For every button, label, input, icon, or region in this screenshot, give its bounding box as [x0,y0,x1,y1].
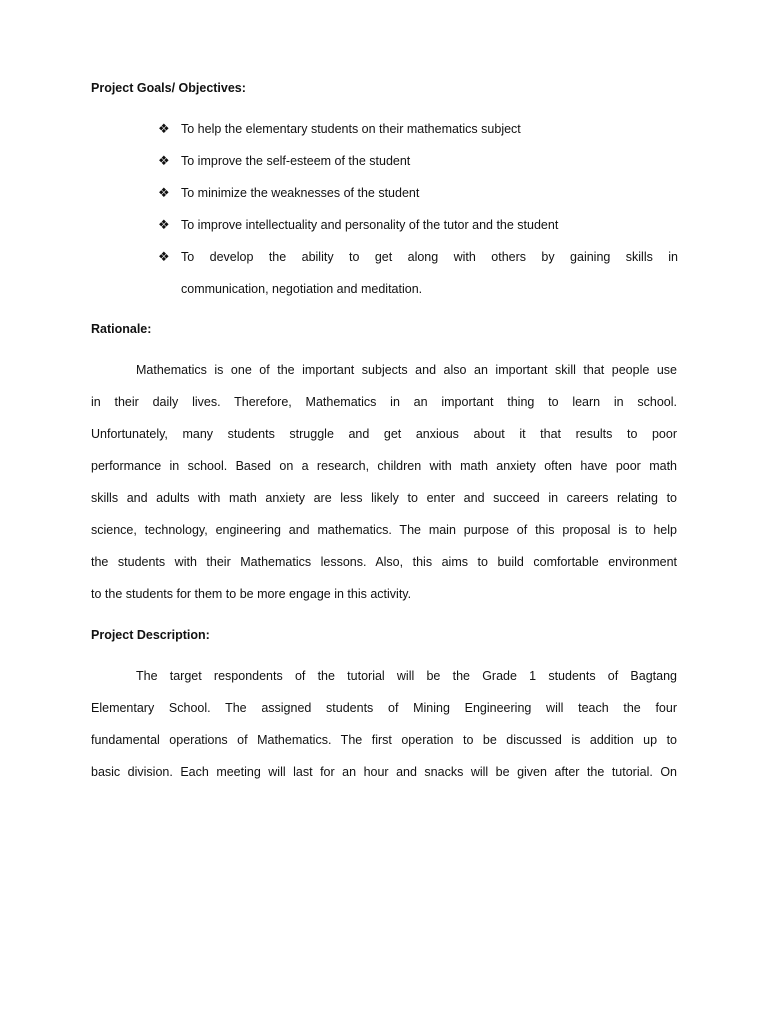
goal-item-text: To improve intellectuality and personality of the tutor and the student [181,218,559,232]
rationale-line: the students with their Mathematics lessons. Also, this aims to build comfortable environment [91,555,677,569]
goals-heading: Project Goals/ Objectives: [91,81,246,95]
rationale-line: performance in school. Based on a research, children with math anxiety often have poor math [91,459,677,473]
diamond-bullet-icon: ❖ [158,217,170,232]
rationale-line: to the students for them to be more engage in this activity. [91,587,412,601]
diamond-bullet-icon: ❖ [158,249,170,264]
diamond-bullet-icon: ❖ [158,185,170,200]
description-line: basic division. Each meeting will last for an hour and snacks will be given after the tutorial. On [91,765,677,779]
rationale-line: Unfortunately, many students struggle and get anxious about it that results to poor [91,427,677,441]
description-line: The target respondents of the tutorial will be the Grade 1 students of Bagtang [136,669,677,683]
goal-item-continuation: communication, negotiation and meditation. [181,282,423,296]
rationale-heading: Rationale: [91,322,152,336]
description-line: Elementary School. The assigned students of Mining Engineering will teach the four [91,701,677,715]
diamond-bullet-icon: ❖ [158,153,170,168]
goal-item-text: To improve the self-esteem of the student [181,154,411,168]
diamond-bullet-icon: ❖ [158,121,170,136]
rationale-line: science, technology, engineering and mathematics. The main purpose of this proposal is to help [91,523,677,537]
goal-item-text: To help the elementary students on their mathematics subject [181,122,521,136]
rationale-line: skills and adults with math anxiety are less likely to enter and succeed in careers relating to [91,491,677,505]
rationale-line: Mathematics is one of the important subjects and also an important skill that people use [136,363,677,377]
goal-item-text: To develop the ability to get along with others by gaining skills in [181,250,678,264]
description-heading: Project Description: [91,628,210,642]
rationale-line: in their daily lives. Therefore, Mathematics in an important thing to learn in school. [91,395,677,409]
goal-item-text: To minimize the weaknesses of the student [181,186,420,200]
description-line: fundamental operations of Mathematics. The first operation to be discussed is addition up to [91,733,677,747]
